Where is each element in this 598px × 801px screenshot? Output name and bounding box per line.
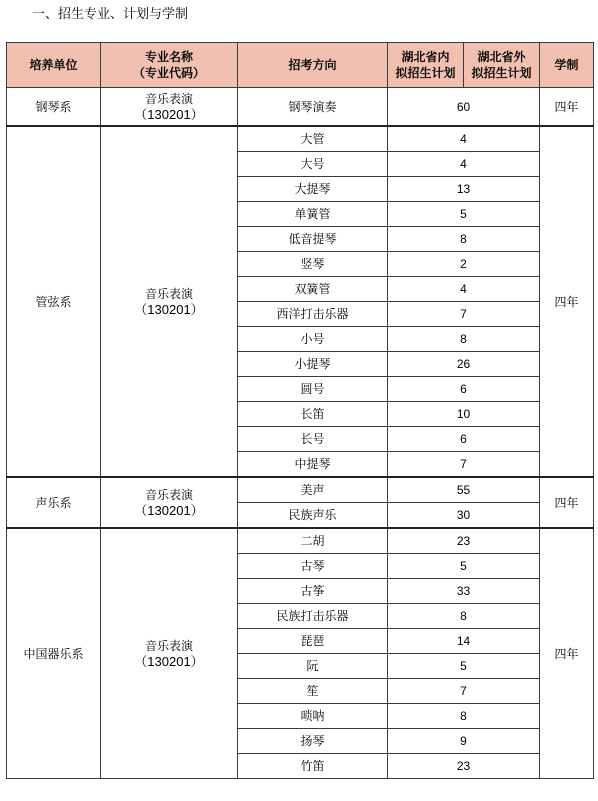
major-cell (101, 88, 238, 127)
direction-cell: 小号 (238, 327, 388, 352)
header-in-province-line2: 拟招生计划 (395, 66, 456, 80)
direction-cell: 钢琴演奏 (238, 88, 388, 127)
enrollment-plan-table (6, 42, 594, 779)
years-cell: 四年 (540, 126, 594, 477)
plan-count-cell: 2 (388, 252, 540, 277)
direction-cell: 阮 (238, 654, 388, 679)
header-in-province (388, 43, 464, 88)
plan-count-cell: 23 (388, 754, 540, 779)
years-cell: 四年 (540, 88, 594, 127)
plan-count-cell: 8 (388, 227, 540, 252)
years-cell: 四年 (540, 477, 594, 528)
header-in-province-line1: 湖北省内 (401, 50, 450, 64)
table-row (7, 88, 594, 127)
plan-count-cell: 4 (388, 277, 540, 302)
major-name: 音乐表演 (144, 487, 193, 502)
direction-cell: 大管 (238, 126, 388, 152)
header-major-code: （专业代码） (132, 66, 205, 80)
plan-count-cell: 26 (388, 352, 540, 377)
major-name: 音乐表演 (144, 638, 193, 653)
direction-cell: 古琴 (238, 554, 388, 579)
header-out-province-line2: 拟招生计划 (471, 66, 532, 80)
section-heading: 一、招生专业、计划与学制 (32, 7, 189, 22)
major-name: 音乐表演 (144, 91, 193, 106)
table-row (7, 477, 594, 503)
plan-count-cell: 13 (388, 177, 540, 202)
plan-count-cell: 5 (388, 202, 540, 227)
plan-count-cell: 55 (388, 477, 540, 503)
header-direction: 招考方向 (238, 43, 388, 88)
major-code: （130201） (134, 502, 204, 518)
plan-count-cell: 60 (388, 88, 540, 127)
header-unit: 培养单位 (7, 43, 101, 88)
direction-cell: 二胡 (238, 528, 388, 554)
plan-count-cell: 8 (388, 604, 540, 629)
direction-cell: 扬琴 (238, 729, 388, 754)
plan-count-cell: 6 (388, 427, 540, 452)
header-out-province (464, 43, 540, 88)
plan-count-cell: 10 (388, 402, 540, 427)
major-cell (101, 477, 238, 528)
header-major (101, 43, 238, 88)
direction-cell: 中提琴 (238, 452, 388, 478)
plan-count-cell: 9 (388, 729, 540, 754)
table-header-row (7, 43, 594, 88)
direction-cell: 圆号 (238, 377, 388, 402)
direction-cell: 双簧管 (238, 277, 388, 302)
plan-count-cell: 14 (388, 629, 540, 654)
direction-cell: 大提琴 (238, 177, 388, 202)
direction-cell: 民族声乐 (238, 503, 388, 529)
direction-cell: 笙 (238, 679, 388, 704)
direction-cell: 琵琶 (238, 629, 388, 654)
direction-cell: 低音提琴 (238, 227, 388, 252)
plan-count-cell: 30 (388, 503, 540, 529)
direction-cell: 竹笛 (238, 754, 388, 779)
header-out-province-line1: 湖北省外 (477, 50, 526, 64)
direction-cell: 民族打击乐器 (238, 604, 388, 629)
major-cell (101, 126, 238, 477)
table-row (7, 528, 594, 554)
plan-count-cell: 23 (388, 528, 540, 554)
major-name: 音乐表演 (144, 286, 193, 301)
direction-cell: 大号 (238, 152, 388, 177)
direction-cell: 单簧管 (238, 202, 388, 227)
plan-count-cell: 5 (388, 554, 540, 579)
direction-cell: 西洋打击乐器 (238, 302, 388, 327)
header-years: 学制 (540, 43, 594, 88)
major-code: （130201） (134, 106, 204, 122)
direction-cell: 唢呐 (238, 704, 388, 729)
plan-count-cell: 8 (388, 327, 540, 352)
header-major-name: 专业名称 (144, 50, 193, 64)
unit-cell: 声乐系 (7, 477, 101, 528)
plan-count-cell: 7 (388, 679, 540, 704)
plan-count-cell: 7 (388, 452, 540, 478)
plan-count-cell: 33 (388, 579, 540, 604)
direction-cell: 竖琴 (238, 252, 388, 277)
unit-cell: 钢琴系 (7, 88, 101, 127)
direction-cell: 古筝 (238, 579, 388, 604)
table-row (7, 126, 594, 152)
plan-count-cell: 7 (388, 302, 540, 327)
plan-count-cell: 6 (388, 377, 540, 402)
plan-count-cell: 5 (388, 654, 540, 679)
years-cell: 四年 (540, 528, 594, 779)
major-code: （130201） (134, 301, 204, 317)
direction-cell: 长号 (238, 427, 388, 452)
unit-cell: 中国器乐系 (7, 528, 101, 779)
plan-count-cell: 4 (388, 152, 540, 177)
direction-cell: 长笛 (238, 402, 388, 427)
direction-cell: 小提琴 (238, 352, 388, 377)
plan-count-cell: 8 (388, 704, 540, 729)
direction-cell: 美声 (238, 477, 388, 503)
major-cell (101, 528, 238, 779)
plan-count-cell: 4 (388, 126, 540, 152)
unit-cell: 管弦系 (7, 126, 101, 477)
major-code: （130201） (134, 653, 204, 669)
